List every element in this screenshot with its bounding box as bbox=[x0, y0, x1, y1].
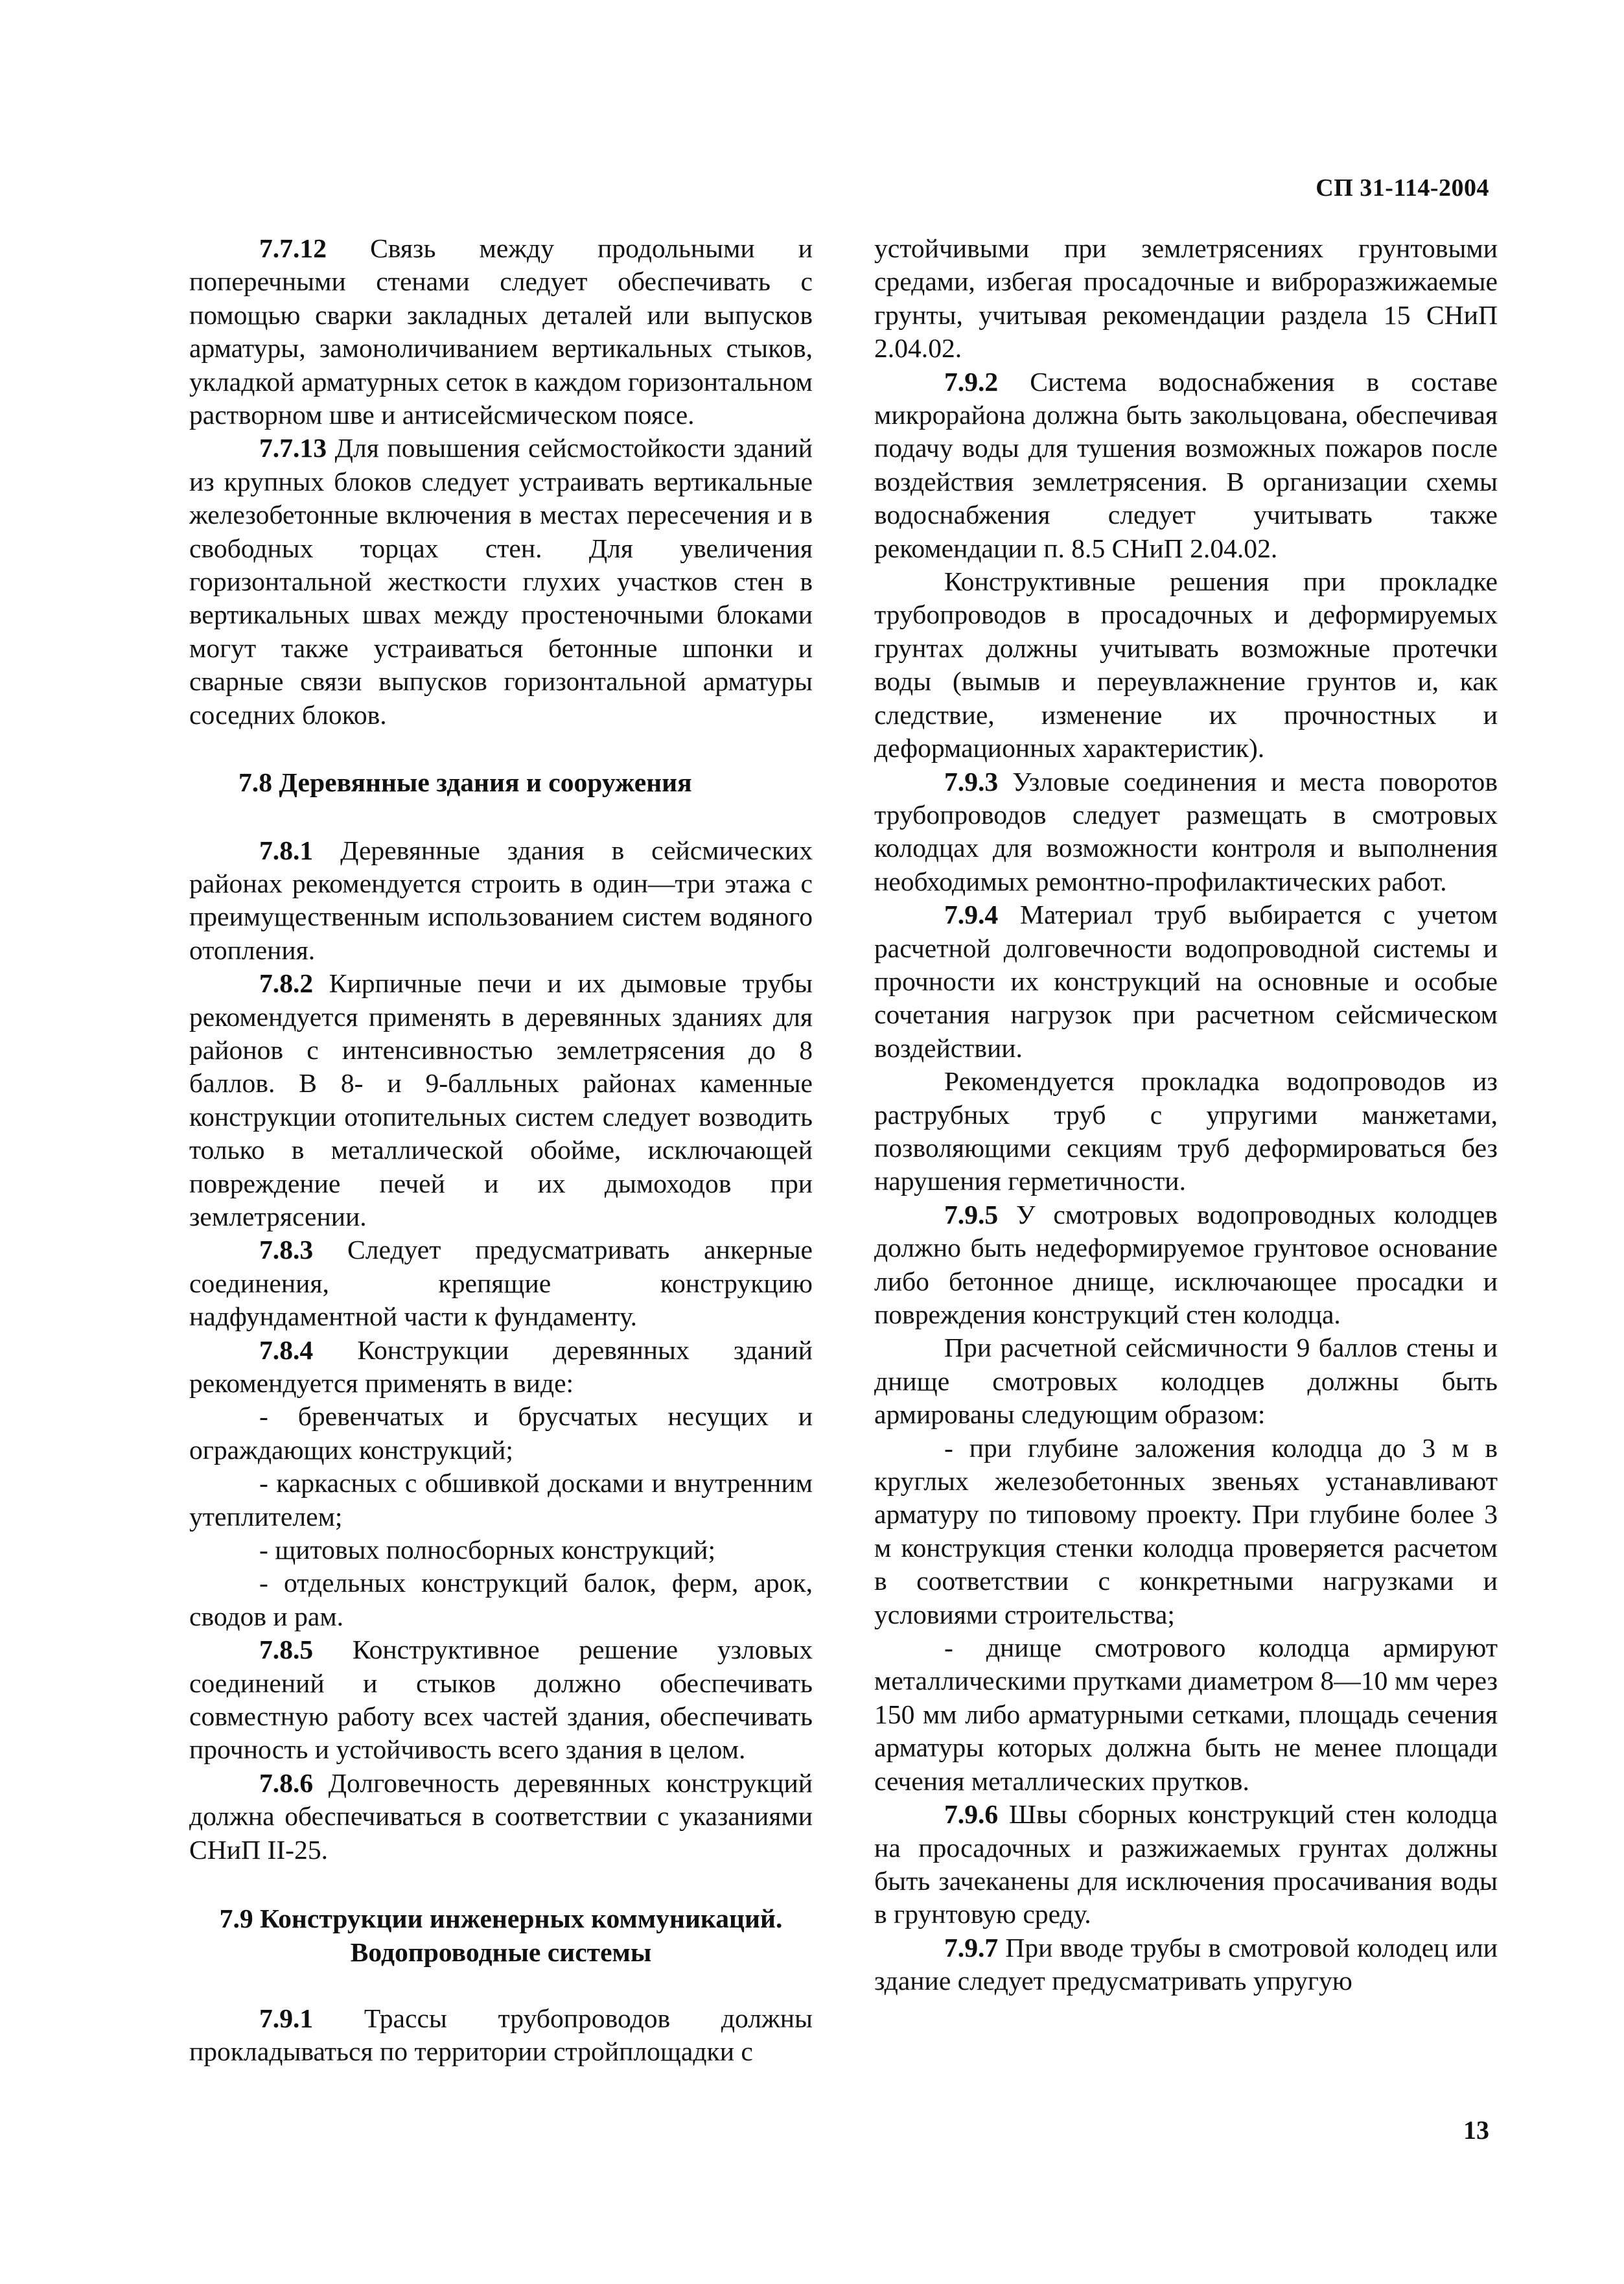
clause-text: Для повышения сейсмостойкости зданий из крупных блоков следует устраивать вертикальные железобетонные включения в местах пересечения и в свободных торцах стен. Для увеличения горизонтальной жесткости глухих участков стен в вертикальных швах между простеночными блоками могут также устраиваться бетонные шпонки и сварные связи выпусков горизонтальной арматуры соседних блоков. bbox=[189, 433, 813, 730]
right-column bbox=[874, 232, 1498, 1998]
clause-number: 7.8.5 bbox=[259, 1635, 314, 1665]
clause-number: 7.8.6 bbox=[259, 1767, 314, 1798]
paragraph: При расчетной сейсмичности 9 баллов стены и днище смотровых колодцев должны быть армированы следующим образом: bbox=[874, 1333, 1498, 1430]
paragraph-7-9-1-continued: устойчивыми при землетрясениях грунтовыми средами, избегая просадочные и виброразжижаемые грунты, учитывая рекомендации раздела 15 СНиП 2.04.02. bbox=[874, 233, 1498, 364]
section-heading-7-8: 7.8 Деревянные здания и сооружения bbox=[238, 767, 692, 798]
list-item: - днище смотрового колодца армируют металлическими прутками диаметром 8—10 мм через 150 мм либо арматурными сетками, площадь сечения арматуры которых должна быть не менее площади сечения металлических прутков. bbox=[874, 1633, 1498, 1796]
list-item: - при глубине заложения колодца до 3 м в круглых железобетонных звеньях устанавливают арматуру по типовому проекту. При глубине более 3 м конструкция стенки колодца проверяется расчетом в соответствии с конкретными нагрузками и условиями строительства; bbox=[874, 1432, 1498, 1629]
paragraph-7-9-7 bbox=[874, 1931, 1498, 1998]
paragraph-7-9-2 bbox=[874, 366, 1498, 565]
clause-text: Система водоснабжения в составе микрорайона должна быть закольцована, обеспечивая подачу воды для тушения возможных пожаров после воздействия землетрясения. В организации схемы водоснабжения следует учитывать также рекомендации п. 8.5 СНиП 2.04.02. bbox=[874, 366, 1498, 563]
clause-text: У смотровых водопроводных колодцев должно быть недеформируемое грунтовое основание либо бетонное днище, исключающее просадки и повреждения конструкций стен колодца. bbox=[874, 1199, 1498, 1329]
clause-text: Конструктивное решение узловых соединений и стыков должно обеспечивать совместную работу всех частей здания, обеспечивать прочность и устойчивость всего здания в целом. bbox=[189, 1635, 813, 1765]
page-number: 13 bbox=[1463, 2115, 1489, 2145]
paragraph-7-9-1 bbox=[189, 2002, 813, 2069]
clause-number: 7.8.3 bbox=[259, 1235, 314, 1265]
clause-number: 7.8.2 bbox=[259, 968, 314, 999]
paragraph-7-9-6 bbox=[874, 1798, 1498, 1931]
clause-text: Кирпичные печи и их дымовые трубы рекомендуется применять в деревянных зданиях для районов с интенсивностью землетрясения до 8 баллов. В 8- и 9-балльных районах каменные конструкции отопительных систем следует возводить только в металлической обойме, исключающей повреждение печей и их дымоходов при землетрясении. bbox=[189, 968, 813, 1231]
clause-text: Связь между продольными и поперечными стенами следует обеспечивать с помощью сварки закладных деталей или выпусков арматуры, замоноличиванием вертикальных стыков, укладкой арматурных сеток в каждом горизонтальном растворном шве и антисейсмическом поясе. bbox=[189, 233, 813, 430]
paragraph: Конструктивные решения при прокладке трубопроводов в просадочных и деформируемых грунтах должны учитывать возможные протечки воды (вымыв и переувлажнение грунтов и, как следствие, изменение их прочностных и деформационных характеристик). bbox=[874, 566, 1498, 763]
clause-text: Конструкции деревянных зданий рекомендуется применять в виде: bbox=[189, 1334, 813, 1398]
paragraph-7-8-1 bbox=[189, 834, 813, 968]
paragraph-7-8-3 bbox=[189, 1233, 813, 1333]
clause-number: 7.8.1 bbox=[259, 835, 314, 865]
document-code-header: СП 31-114-2004 bbox=[1316, 174, 1489, 202]
list-item: - бревенчатых и брусчатых несущих и ограждающих конструкций; bbox=[189, 1401, 813, 1465]
section-heading-line: Водопроводные системы bbox=[350, 1937, 652, 1967]
paragraph-7-8-5 bbox=[189, 1633, 813, 1767]
paragraph-7-7-13 bbox=[189, 432, 813, 732]
list-item: - щитовых полносборных конструкций; bbox=[259, 1535, 716, 1565]
clause-number: 7.8.4 bbox=[259, 1334, 314, 1365]
paragraph: Рекомендуется прокладка водопроводов из раструбных труб с упругими манжетами, позволяющими секциям труб деформироваться без нарушения герметичности. bbox=[874, 1066, 1498, 1196]
paragraph-7-8-6 bbox=[189, 1767, 813, 1867]
clause-text: Следует предусматривать анкерные соединения, крепящие конструкцию надфундаментной части к фундаменту. bbox=[189, 1235, 813, 1332]
paragraph-7-8-2 bbox=[189, 967, 813, 1233]
clause-number: 7.7.13 bbox=[259, 433, 327, 463]
clause-text: При вводе трубы в смотровой колодец или здание следует предусматривать упругую bbox=[874, 1932, 1498, 1996]
clause-text: Деревянные здания в сейсмических районах рекомендуется строить в один—три этажа с преимущественным использованием систем водяного отопления. bbox=[189, 835, 813, 965]
clause-number: 7.9.5 bbox=[944, 1199, 999, 1229]
clause-text: Трассы трубопроводов должны прокладываться по территории стройплощадки с bbox=[189, 2003, 813, 2067]
clause-text: Материал труб выбирается с учетом расчетной долговечности водопроводной системы и прочности их конструкций на основные и особые сочетания нагрузок при расчетном сейсмическом воздействии. bbox=[874, 900, 1498, 1063]
section-heading-7-9 bbox=[189, 1902, 813, 1969]
paragraph-7-9-3 bbox=[874, 765, 1498, 899]
paragraph-7-9-4 bbox=[874, 898, 1498, 1065]
section-heading-line: 7.9 Конструкции инженерных коммуникаций. bbox=[219, 1904, 783, 1934]
paragraph-7-7-12 bbox=[189, 232, 813, 432]
list-item: - отдельных конструкций балок, ферм, арок, сводов и рам. bbox=[189, 1568, 813, 1631]
clause-number: 7.9.1 bbox=[259, 2003, 314, 2033]
list-item: - каркасных с обшивкой досками и внутренним утеплителем; bbox=[189, 1468, 813, 1532]
left-column bbox=[189, 232, 813, 2069]
clause-number: 7.9.3 bbox=[944, 766, 999, 797]
clause-text: Швы сборных конструкций стен колодца на просадочных и разжижаемых грунтах должны быть зачеканены для исключения просачивания воды в грунтовую среду. bbox=[874, 1799, 1498, 1929]
paragraph-7-9-5 bbox=[874, 1198, 1498, 1332]
paragraph-7-8-4 bbox=[189, 1334, 813, 1401]
clause-number: 7.9.6 bbox=[944, 1799, 999, 1830]
clause-text: Узловые соединения и места поворотов трубопроводов следует размещать в смотровых колодцах для возможности контроля и выполнения необходимых ремонтно-профилактических работ. bbox=[874, 766, 1498, 896]
clause-number: 7.9.4 bbox=[944, 900, 999, 930]
clause-number: 7.7.12 bbox=[259, 233, 327, 263]
clause-number: 7.9.7 bbox=[944, 1932, 999, 1963]
clause-text: Долговечность деревянных конструкций должна обеспечиваться в соответствии с указаниями СНиП II-25. bbox=[189, 1767, 813, 1865]
clause-number: 7.9.2 bbox=[944, 366, 999, 397]
